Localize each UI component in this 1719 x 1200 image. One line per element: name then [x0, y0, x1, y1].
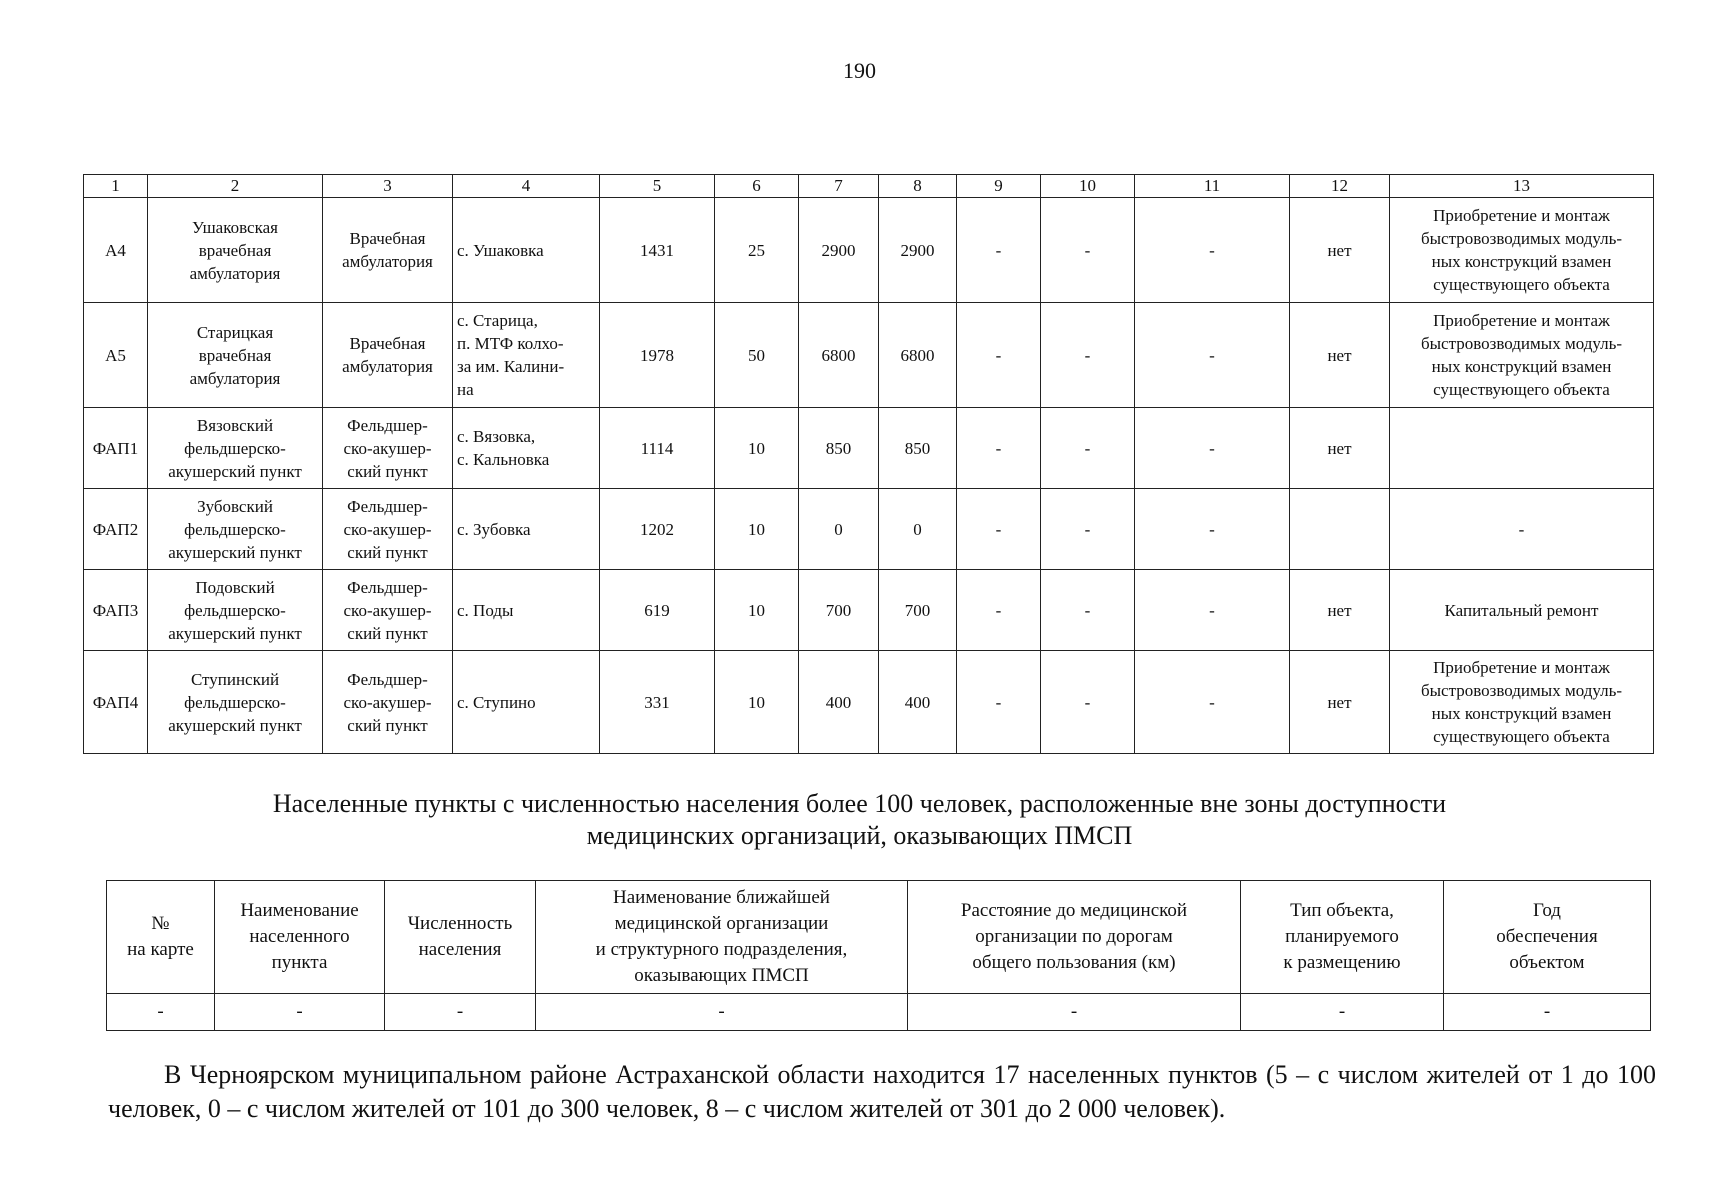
cell-6: 10	[715, 651, 799, 754]
cell-5: 331	[600, 651, 715, 754]
cell-5: 619	[600, 570, 715, 651]
cell-8: 0	[879, 489, 957, 570]
cell-6: 25	[715, 198, 799, 303]
facility-type: Врачебная амбулатория	[323, 198, 453, 303]
cell-12	[1290, 489, 1390, 570]
column-header: Расстояние до медицинской организации по дорогам общего пользования (км)	[908, 881, 1241, 994]
cell-7: 850	[799, 408, 879, 489]
planned-action	[1390, 408, 1654, 489]
cell-11: -	[1135, 198, 1290, 303]
cell-6: 10	[715, 570, 799, 651]
facility-code: ФАП4	[84, 651, 148, 754]
column-header: 8	[879, 175, 957, 198]
column-header: Наименование ближайшей медицинской организации и структурного подразделения, оказывающих ПМСП	[536, 881, 908, 994]
section-title	[0, 788, 1719, 852]
facility-name: Зубовский фельдшерско- акушерский пункт	[148, 489, 323, 570]
column-header: 3	[323, 175, 453, 198]
cell-8: 2900	[879, 198, 957, 303]
column-header: 7	[799, 175, 879, 198]
cell-11: -	[1135, 651, 1290, 754]
settlement: с. Поды	[453, 570, 600, 651]
cell-9: -	[957, 570, 1041, 651]
section-title-line-1: Населенные пункты с численностью населения более 100 человек, расположенные вне зоны доступности	[272, 789, 1447, 818]
facility-code: ФАП2	[84, 489, 148, 570]
cell-7: 400	[799, 651, 879, 754]
facility-type: Врачебная амбулатория	[323, 303, 453, 408]
facility-type: Фельдшер- ско-акушер- ский пункт	[323, 408, 453, 489]
facility-type: Фельдшер- ско-акушер- ский пункт	[323, 489, 453, 570]
column-header: Наименование населенного пункта	[215, 881, 385, 994]
cell-6: 50	[715, 303, 799, 408]
settlement: с. Ступино	[453, 651, 600, 754]
table-row	[84, 570, 1654, 651]
cell-5: 1978	[600, 303, 715, 408]
cell-10: -	[1041, 303, 1135, 408]
table-header-row	[107, 881, 1651, 994]
column-header: № на карте	[107, 881, 215, 994]
cell-7: 2900	[799, 198, 879, 303]
cell-10: -	[1041, 570, 1135, 651]
facility-code: ФАП1	[84, 408, 148, 489]
cell-10: -	[1041, 651, 1135, 754]
column-header: 5	[600, 175, 715, 198]
column-header: 13	[1390, 175, 1654, 198]
cell-12: нет	[1290, 570, 1390, 651]
cell-10: -	[1041, 489, 1135, 570]
cell-8: 400	[879, 651, 957, 754]
cell-7: 700	[799, 570, 879, 651]
table-row	[107, 994, 1651, 1031]
facility-type: Фельдшер- ско-акушер- ский пункт	[323, 651, 453, 754]
facility-name: Старицкая врачебная амбулатория	[148, 303, 323, 408]
table-cell: -	[1241, 994, 1444, 1031]
table-row	[84, 408, 1654, 489]
table-cell: -	[215, 994, 385, 1031]
cell-10: -	[1041, 408, 1135, 489]
cell-6: 10	[715, 408, 799, 489]
facility-code: А4	[84, 198, 148, 303]
table-cell: -	[385, 994, 536, 1031]
column-header: Тип объекта, планируемого к размещению	[1241, 881, 1444, 994]
table-cell: -	[107, 994, 215, 1031]
cell-6: 10	[715, 489, 799, 570]
cell-12: нет	[1290, 198, 1390, 303]
cell-9: -	[957, 408, 1041, 489]
column-header: 6	[715, 175, 799, 198]
cell-8: 6800	[879, 303, 957, 408]
planned-action: Приобретение и монтаж быстровозводимых модуль- ных конструкций взамен существующего объекта	[1390, 303, 1654, 408]
planned-action: Приобретение и монтаж быстровозводимых модуль- ных конструкций взамен существующего объекта	[1390, 651, 1654, 754]
table-row	[84, 651, 1654, 754]
cell-5: 1202	[600, 489, 715, 570]
column-header: Численность населения	[385, 881, 536, 994]
facility-name: Ушаковская врачебная амбулатория	[148, 198, 323, 303]
facilities-table	[83, 174, 1654, 754]
table-header-row	[84, 175, 1654, 198]
cell-11: -	[1135, 489, 1290, 570]
summary-text: В Черноярском муниципальном районе Астраханской области находится 17 населенных пунктов (5 – с числом жителей от 1 до 100 человек, 0 – с числом жителей от 101 до 300 человек, 8 – с числом жителей от 301 до 2 000 человек).	[108, 1060, 1656, 1123]
table-cell: -	[908, 994, 1241, 1031]
cell-8: 850	[879, 408, 957, 489]
cell-12: нет	[1290, 303, 1390, 408]
planned-action: Капитальный ремонт	[1390, 570, 1654, 651]
column-header: 9	[957, 175, 1041, 198]
facility-code: А5	[84, 303, 148, 408]
table-cell: -	[1444, 994, 1651, 1031]
cell-5: 1431	[600, 198, 715, 303]
settlement: с. Старица, п. МТФ колхо- за им. Калини- на	[453, 303, 600, 408]
cell-12: нет	[1290, 651, 1390, 754]
table-row	[84, 198, 1654, 303]
cell-11: -	[1135, 570, 1290, 651]
table-cell: -	[536, 994, 908, 1031]
cell-8: 700	[879, 570, 957, 651]
settlement: с. Зубовка	[453, 489, 600, 570]
facility-code: ФАП3	[84, 570, 148, 651]
column-header: 11	[1135, 175, 1290, 198]
facility-name: Вязовский фельдшерско- акушерский пункт	[148, 408, 323, 489]
cell-9: -	[957, 303, 1041, 408]
column-header: Год обеспечения объектом	[1444, 881, 1651, 994]
cell-11: -	[1135, 303, 1290, 408]
column-header: 12	[1290, 175, 1390, 198]
column-header: 2	[148, 175, 323, 198]
column-header: 1	[84, 175, 148, 198]
cell-7: 0	[799, 489, 879, 570]
section-title-line-2: медицинских организаций, оказывающих ПМСП	[586, 821, 1133, 850]
facility-name: Подовский фельдшерско- акушерский пункт	[148, 570, 323, 651]
planned-action: Приобретение и монтаж быстровозводимых модуль- ных конструкций взамен существующего объекта	[1390, 198, 1654, 303]
cell-5: 1114	[600, 408, 715, 489]
column-header: 10	[1041, 175, 1135, 198]
table-row	[84, 489, 1654, 570]
cell-9: -	[957, 198, 1041, 303]
cell-9: -	[957, 651, 1041, 754]
page-number: 190	[843, 58, 876, 83]
settlement: с. Ушаковка	[453, 198, 600, 303]
cell-7: 6800	[799, 303, 879, 408]
facility-name: Ступинский фельдшерско- акушерский пункт	[148, 651, 323, 754]
cell-12: нет	[1290, 408, 1390, 489]
column-header: 4	[453, 175, 600, 198]
settlements-out-of-reach-table	[106, 880, 1651, 1031]
cell-9: -	[957, 489, 1041, 570]
settlement: с. Вязовка, с. Кальновка	[453, 408, 600, 489]
summary-paragraph	[108, 1058, 1656, 1126]
facility-type: Фельдшер- ско-акушер- ский пункт	[323, 570, 453, 651]
cell-11: -	[1135, 408, 1290, 489]
planned-action: -	[1390, 489, 1654, 570]
cell-10: -	[1041, 198, 1135, 303]
table-row	[84, 303, 1654, 408]
